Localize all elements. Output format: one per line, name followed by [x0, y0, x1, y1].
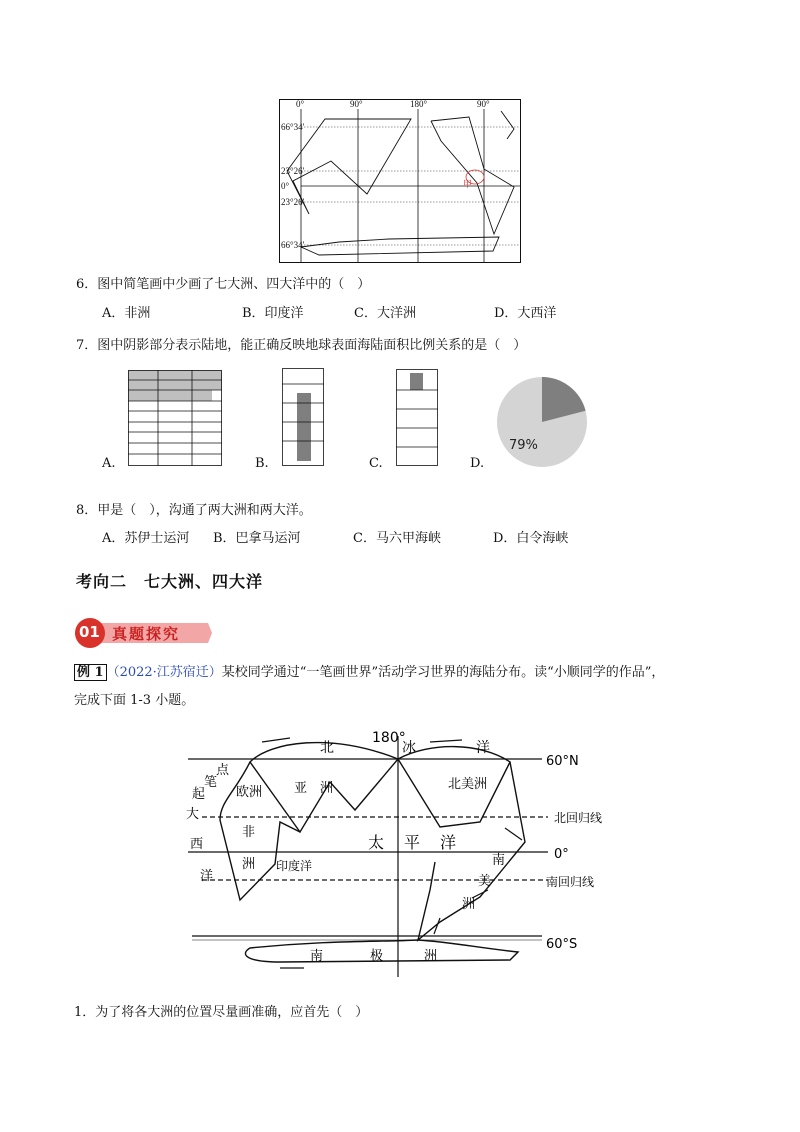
- label-north-america: 北美洲: [448, 777, 488, 792]
- label-equator: 0°: [554, 847, 569, 862]
- label-tropic-capricorn: 南回归线: [546, 875, 595, 889]
- label-60s: 60°S: [546, 937, 578, 952]
- q8-option-a[interactable]: A．苏伊士运河: [102, 531, 190, 546]
- example-1-line2: 完成下面 1-3 小题。: [74, 693, 195, 708]
- arctic-char-2: 冰: [402, 740, 416, 756]
- start-point-char-1: 点: [216, 763, 230, 778]
- africa-char-1: 非: [242, 825, 256, 840]
- label-180: 180°: [372, 730, 406, 746]
- atlantic-char-3: 洋: [200, 869, 214, 884]
- q8-option-c[interactable]: C．马六甲海峡: [353, 531, 441, 546]
- antarctica-char-3: 洲: [424, 949, 438, 964]
- direction-arrows: [262, 738, 522, 968]
- world-one-stroke-map: [180, 722, 620, 980]
- example-source[interactable]: （2022·江苏宿迁）: [106, 665, 222, 680]
- map1-left-label: 0°: [281, 181, 290, 191]
- atlantic-char-2: 西: [190, 837, 204, 852]
- q7-diagram-b[interactable]: [282, 368, 324, 466]
- map1-left-label: 66°34': [281, 240, 305, 250]
- marker-jia: 甲: [463, 179, 473, 189]
- q8-option-d[interactable]: D．白令海峡: [493, 531, 569, 546]
- example-text: 某校同学通过“一笔画世界”活动学习世界的海陆分布。读“小顺同学的作品”，: [221, 665, 665, 680]
- arctic-char-1: 北: [320, 740, 334, 756]
- example-1-line1: [74, 664, 664, 682]
- q7-diagram-a[interactable]: [128, 370, 223, 466]
- q7-diagram-c[interactable]: [396, 369, 438, 466]
- map1-top-label: 90°: [350, 99, 363, 109]
- question-6-stem: 6．图中简笔画中少画了七大洲、四大洋中的（ ）: [76, 277, 371, 292]
- world-sketch-map-1: [279, 99, 521, 263]
- africa-stroke: [220, 762, 300, 900]
- atlantic-char-1: 大: [186, 807, 200, 822]
- map1-left-label: 23°26': [281, 197, 305, 207]
- q7-option-a[interactable]: A.: [102, 456, 116, 471]
- q7-option-d[interactable]: D.: [470, 456, 485, 471]
- section-badge: [74, 617, 214, 649]
- south-america-char-2: 美: [478, 874, 492, 889]
- question-8-stem: 8．甲是（ ），沟通了两大洲和两大洋。: [76, 503, 312, 518]
- section-title: 考向二 七大洲、四大洋: [76, 572, 264, 591]
- badge-text: 真题探究: [112, 625, 181, 643]
- badge-number: 01: [79, 623, 100, 641]
- start-point-char-2: 笔: [204, 775, 218, 790]
- south-america-char-3: 洲: [462, 897, 476, 912]
- q7-diagram-d-pie[interactable]: [495, 375, 589, 469]
- map1-left-label: 66°34': [281, 122, 305, 132]
- q6-option-b[interactable]: B．印度洋: [242, 306, 304, 321]
- south-america-char-1: 南: [492, 853, 506, 868]
- q6-option-c[interactable]: C．大洋洲: [354, 306, 416, 321]
- arctic-char-3: 洋: [476, 740, 490, 756]
- label-tropic-cancer: 北回归线: [554, 811, 603, 825]
- q7-option-b[interactable]: B.: [255, 456, 269, 471]
- map1-top-label: 90°: [477, 99, 490, 109]
- label-60n: 60°N: [546, 754, 579, 769]
- label-indian-ocean: 印度洋: [276, 859, 313, 873]
- africa-char-2: 洲: [242, 857, 256, 872]
- q8-option-b[interactable]: B．巴拿马运河: [213, 531, 301, 546]
- label-pacific: 太 平 洋: [368, 833, 459, 852]
- q6-option-a[interactable]: A．非洲: [102, 306, 151, 321]
- q7-option-c[interactable]: C.: [369, 456, 383, 471]
- question-1-stem: 1．为了将各大洲的位置尽量画准确，应首先（ ）: [74, 1005, 369, 1020]
- map1-top-label: 0°: [296, 99, 305, 109]
- start-point-char-3: 起: [192, 787, 206, 802]
- q6-option-d[interactable]: D．大西洋: [494, 306, 557, 321]
- example-label: 例 1: [74, 664, 107, 681]
- label-asia: 亚 洲: [294, 781, 334, 796]
- question-7-stem: 7．图中阴影部分表示陆地，能正确反映地球表面海陆面积比例关系的是（ ）: [76, 338, 527, 353]
- map1-top-label: 180°: [410, 99, 428, 109]
- label-europe: 欧洲: [236, 785, 263, 800]
- antarctica-char-2: 极: [370, 949, 384, 964]
- map1-left-label: 23°26': [281, 166, 305, 176]
- pie-percent-label: 79%: [509, 438, 538, 453]
- antarctica-char-1: 南: [310, 949, 324, 964]
